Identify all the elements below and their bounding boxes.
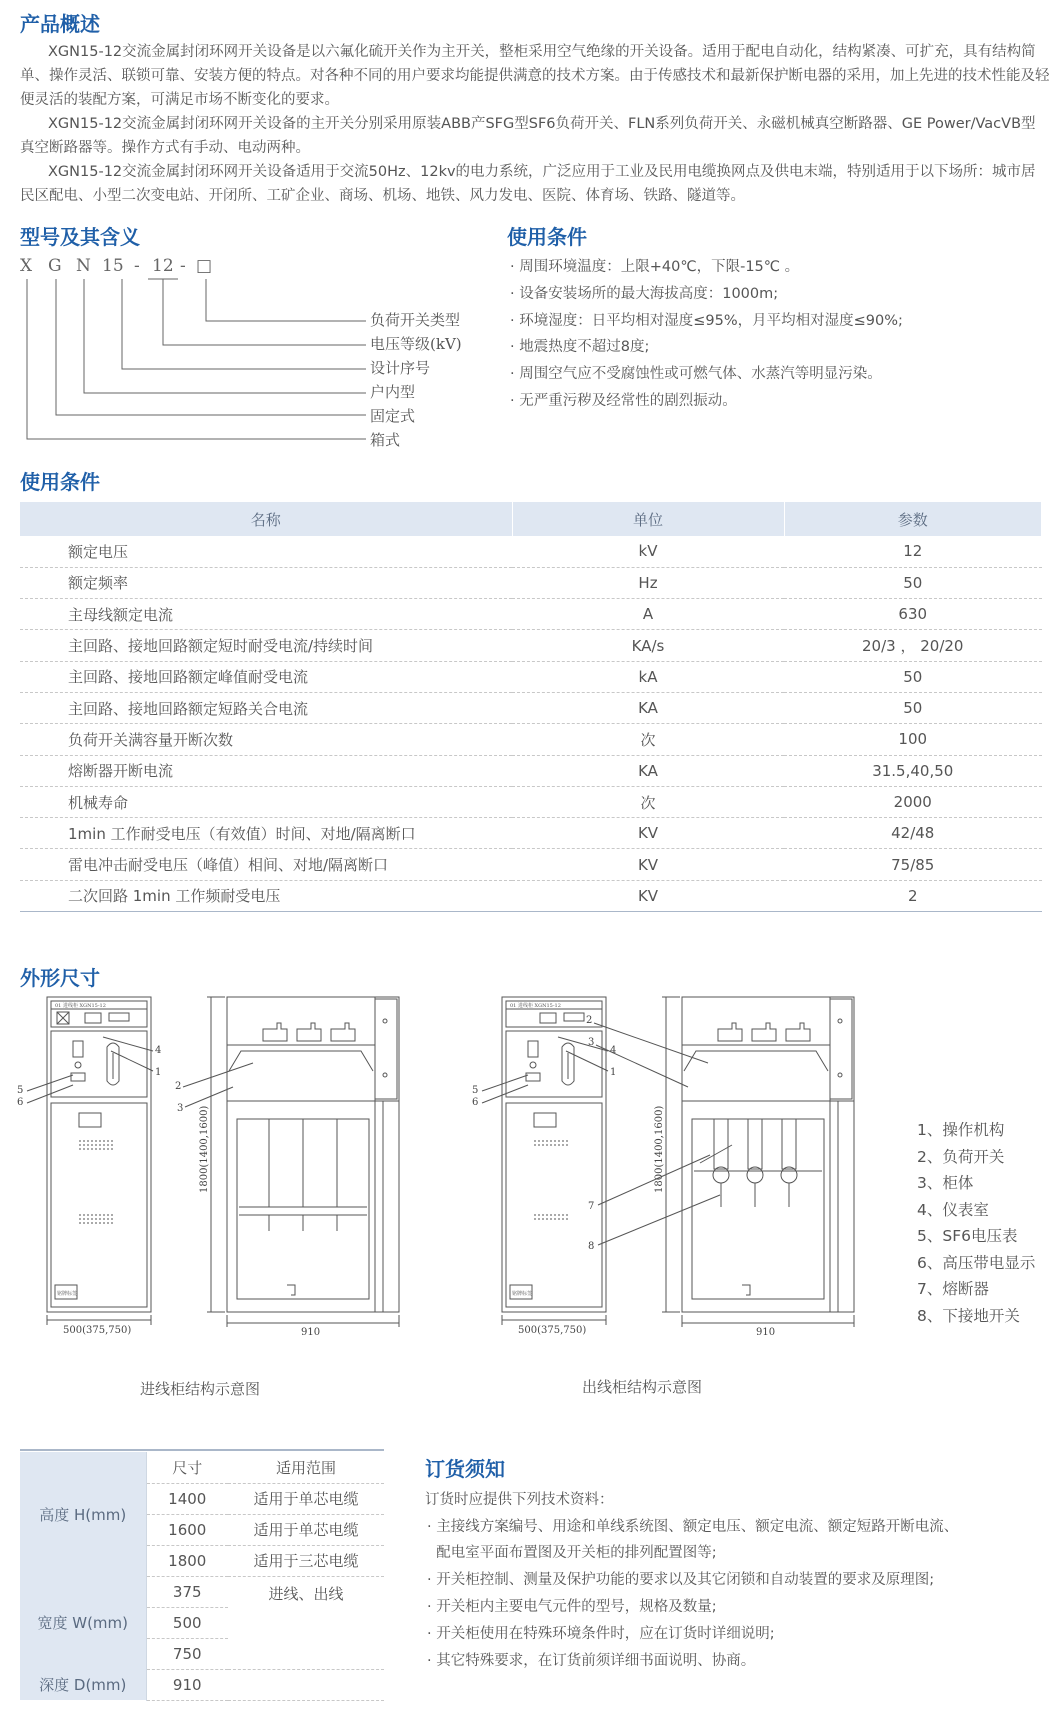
dim-width: 500(375,750) — [63, 1325, 132, 1336]
legend-item: 6、高压带电显示 — [917, 1254, 1036, 1272]
order-item: · 主接线方案编号、用途和单线系统图、额定电压、额定电流、额定短路开断电流、 — [427, 1519, 959, 1535]
legend-item: 5、SF6电压表 — [917, 1227, 1018, 1245]
conditions-item: · 环境湿度：日平均相对湿度≤95%，月平均相对湿度≤90%; — [510, 313, 903, 329]
overview-p1-text: XGN15-12交流金属封闭环网开关设备是以六氟化硫开关作为主开关，整柜采用空气绝缘的开关设备。适用于配电自动化，结构紧凑、可扩充，具有结构简单、操作灵活、联锁可靠、安装方便的特点。对各种不同的用户要求均能提供满意的技术方案。由于传感技术和最新保护断电器的采用，加上先进的技术性能及轻便灵活的装配方案，可满足市场不断变化的要求。 — [20, 44, 1050, 108]
callout-number: 4 — [155, 1045, 162, 1056]
overview-p1 — [20, 40, 1050, 112]
overview-p3 — [20, 160, 1050, 208]
order-title: 订货须知 — [425, 1457, 505, 1481]
model-meaning: 电压等级(kV) — [370, 335, 462, 353]
legend-item: 8、下接地开关 — [917, 1307, 1020, 1325]
spec-title: 使用条件 — [20, 470, 100, 494]
dim-cell: 进线、出线 — [228, 1576, 384, 1669]
table-row — [20, 880, 1042, 911]
dimension-table — [20, 1452, 384, 1701]
order-intro: 订货时应提供下列技术资料： — [425, 1492, 614, 1508]
spec-header-name: 名称 — [20, 502, 512, 536]
spec-cell: Hz — [512, 567, 784, 598]
spec-cell: 额定电压 — [20, 536, 512, 567]
conditions-item: · 地震热度不超过8度; — [510, 339, 650, 355]
spec-cell: 42/48 — [784, 818, 1042, 849]
table-row — [20, 849, 1042, 880]
spec-cell: 12 — [784, 536, 1042, 567]
model-title: 型号及其含义 — [20, 225, 140, 249]
dim-cell: 375 — [146, 1576, 228, 1607]
dim-cell: 适用于三芯电缆 — [228, 1545, 384, 1576]
order-item: · 开关柜使用在特殊环境条件时，应在订货时详细说明; — [427, 1626, 775, 1642]
spec-header-row — [20, 502, 1042, 536]
spec-cell: 主回路、接地回路额定峰值耐受电流 — [20, 661, 512, 692]
spec-cell: 主回路、接地回路额定短路关合电流 — [20, 692, 512, 723]
legend-item: 1、操作机构 — [917, 1121, 1005, 1139]
spec-cell: KA — [512, 692, 784, 723]
dim-height: 1800(1400,1600) — [199, 1105, 210, 1193]
model-letter: - — [134, 256, 140, 276]
spec-cell: 次 — [512, 786, 784, 817]
legend-item: 2、负荷开关 — [917, 1148, 1005, 1166]
spec-header-value: 参数 — [784, 502, 1042, 536]
model-meaning: 箱式 — [370, 431, 401, 449]
callout-number: 2 — [175, 1081, 182, 1092]
spec-cell: KA/s — [512, 630, 784, 661]
spec-cell: 31.5,40,50 — [784, 755, 1042, 786]
model-letter: 12 — [152, 256, 174, 276]
spec-cell: 额定频率 — [20, 567, 512, 598]
conditions-item: · 周围空气应不受腐蚀性或可燃气体、水蒸汽等明显污染。 — [510, 366, 882, 382]
model-letter: X — [20, 256, 33, 276]
spec-cell: KA — [512, 755, 784, 786]
callout-number: 6 — [472, 1097, 479, 1108]
legend-item: 4、仪表室 — [917, 1201, 989, 1219]
depth-label: 深度 D(mm) — [20, 1669, 146, 1700]
spec-cell: 50 — [784, 567, 1042, 598]
spec-cell: KV — [512, 818, 784, 849]
table-row — [20, 786, 1042, 817]
overview-p2 — [20, 112, 1050, 160]
table-row — [20, 536, 1042, 567]
outgoing-caption: 出线柜结构示意图 — [582, 1378, 703, 1396]
table-row — [20, 599, 1042, 630]
table-row — [20, 818, 1042, 849]
spec-cell: 100 — [784, 724, 1042, 755]
callout-number: 7 — [588, 1201, 595, 1212]
height-label: 高度 H(mm) — [20, 1452, 146, 1576]
dim-cell: 1600 — [146, 1514, 228, 1545]
dim-cell: 1800 — [146, 1545, 228, 1576]
order-item: · 开关柜内主要电气元件的型号，规格及数量; — [427, 1599, 717, 1615]
table-row — [20, 724, 1042, 755]
incoming-cabinet-drawing — [15, 995, 435, 1360]
spec-cell: 50 — [784, 692, 1042, 723]
spec-cell: 负荷开关满容量开断次数 — [20, 724, 512, 755]
spec-cell: 次 — [512, 724, 784, 755]
dim-depth: 910 — [756, 1327, 776, 1338]
spec-cell: 2 — [784, 880, 1042, 911]
dim-head: 尺寸 — [146, 1452, 228, 1483]
overview-p2-text: XGN15-12交流金属封闭环网开关设备的主开关分别采用原装ABB产SFG型SF6负荷开关、FLN系列负荷开关、永磁机械真空断路器、GE Power/VacVB型真空断路器等。操作方式有手动、电动两种。 — [20, 116, 1036, 156]
spec-cell: 主回路、接地回路额定短时耐受电流/持续时间 — [20, 630, 512, 661]
spec-cell: 主母线额定电流 — [20, 599, 512, 630]
spec-header-unit: 单位 — [512, 502, 784, 536]
conditions-title: 使用条件 — [507, 225, 587, 249]
spec-cell: 2000 — [784, 786, 1042, 817]
conditions-item: · 无严重污秽及经常性的剧烈振动。 — [510, 393, 737, 409]
overview-p3-text: XGN15-12交流金属封闭环网开关设备适用于交流50Hz、12kv的电力系统，广泛应用于工业及民用电缆换网点及供电末端，特别适用于以下场所：城市居民区配电、小型二次变电站、开闭所、工矿企业、商场、机场、地铁、风力发电、医院、体育场、铁路、隧道等。 — [20, 164, 1036, 204]
legend-item: 3、柜体 — [917, 1174, 974, 1192]
width-label: 宽度 W(mm) — [20, 1576, 146, 1669]
overview-paragraphs — [20, 40, 1050, 208]
spec-cell: 1min 工作耐受电压（有效值）时间、对地/隔离断口 — [20, 818, 512, 849]
model-letter: - — [180, 256, 186, 276]
spec-cell: 20/3 ， 20/20 — [784, 630, 1042, 661]
model-letter: 15 — [102, 256, 124, 276]
table-row — [20, 692, 1042, 723]
spec-cell: 熔断器开断电流 — [20, 755, 512, 786]
dim-cell: 适用于单芯电缆 — [228, 1514, 384, 1545]
callout-number: 8 — [588, 1241, 595, 1252]
table-row — [20, 661, 1042, 692]
callout-number: 3 — [177, 1103, 184, 1114]
dim-cell — [228, 1669, 384, 1700]
callout-number: 5 — [472, 1085, 479, 1096]
legend-item: 7、熔断器 — [917, 1280, 989, 1298]
dim-cell: 750 — [146, 1638, 228, 1669]
spec-cell: KV — [512, 849, 784, 880]
panel-tag-label: 铭牌标签 — [57, 1291, 78, 1297]
order-item: · 其它特殊要求，在订货前须详细书面说明、协商。 — [427, 1653, 756, 1669]
overview-title: 产品概述 — [20, 12, 100, 36]
spec-cell: kV — [512, 536, 784, 567]
incoming-caption: 进线柜结构示意图 — [140, 1380, 261, 1398]
model-meaning: 负荷开关类型 — [370, 311, 461, 329]
spec-cell: kA — [512, 661, 784, 692]
spec-cell: 50 — [784, 661, 1042, 692]
spec-cell: 机械寿命 — [20, 786, 512, 817]
model-letter: N — [76, 256, 91, 276]
spec-cell: 75/85 — [784, 849, 1042, 880]
order-item: · 开关柜控制、测量及保护功能的要求以及其它闭锁和自动装置的要求及原理图; — [427, 1572, 935, 1588]
dim-cell: 500 — [146, 1607, 228, 1638]
model-meaning: 户内型 — [370, 383, 416, 401]
table-row — [20, 1669, 384, 1700]
dim-width: 500(375,750) — [518, 1325, 587, 1336]
spec-cell: KV — [512, 880, 784, 911]
spec-cell: 630 — [784, 599, 1042, 630]
callout-number: 1 — [155, 1067, 162, 1078]
table-row — [20, 630, 1042, 661]
model-meaning: 设计序号 — [370, 359, 431, 377]
table-row — [20, 1452, 384, 1483]
dimtable-top-rule — [20, 1449, 384, 1451]
callout-number: 6 — [17, 1097, 24, 1108]
dim-depth: 910 — [301, 1327, 321, 1338]
model-diagram — [18, 253, 478, 458]
table-row — [20, 755, 1042, 786]
conditions-list — [510, 255, 1050, 415]
spec-cell: A — [512, 599, 784, 630]
callout-number: 4 — [610, 1045, 617, 1056]
conditions-item: · 设备安装场所的最大海拔高度：1000m; — [510, 286, 779, 302]
order-item: 配电室平面布置图及开关柜的排列配置图等; — [427, 1545, 717, 1561]
dims-title: 外形尺寸 — [20, 966, 100, 990]
callout-number: 1 — [610, 1067, 617, 1078]
outgoing-cabinet-drawing — [470, 995, 890, 1360]
panel-header-label: 01 进线柜 XGN15-12 — [510, 1003, 561, 1009]
callout-number: 3 — [588, 1037, 595, 1048]
model-letter: □ — [196, 256, 213, 276]
dim-cell: 1400 — [146, 1483, 228, 1514]
dim-head: 适用范围 — [228, 1452, 384, 1483]
dim-cell: 910 — [146, 1669, 228, 1700]
spec-table — [20, 502, 1042, 912]
dim-cell: 适用于单芯电缆 — [228, 1483, 384, 1514]
dim-height: 1800(1400,1600) — [654, 1105, 665, 1193]
table-row — [20, 1576, 384, 1607]
model-letter: G — [48, 256, 62, 276]
panel-tag-label: 铭牌标签 — [512, 1291, 533, 1297]
callout-number: 2 — [586, 1015, 593, 1026]
spec-cell: 雷电冲击耐受电压（峰值）相间、对地/隔离断口 — [20, 849, 512, 880]
panel-header-label: 01 进线柜 XGN15-12 — [55, 1003, 106, 1009]
spec-cell: 二次回路 1min 工作频耐受电压 — [20, 880, 512, 911]
order-list — [427, 1515, 1047, 1675]
model-meaning: 固定式 — [370, 407, 416, 425]
callout-number: 5 — [17, 1085, 24, 1096]
conditions-item: · 周围环境温度：上限+40℃，下限-15℃ 。 — [510, 259, 800, 275]
table-row — [20, 567, 1042, 598]
